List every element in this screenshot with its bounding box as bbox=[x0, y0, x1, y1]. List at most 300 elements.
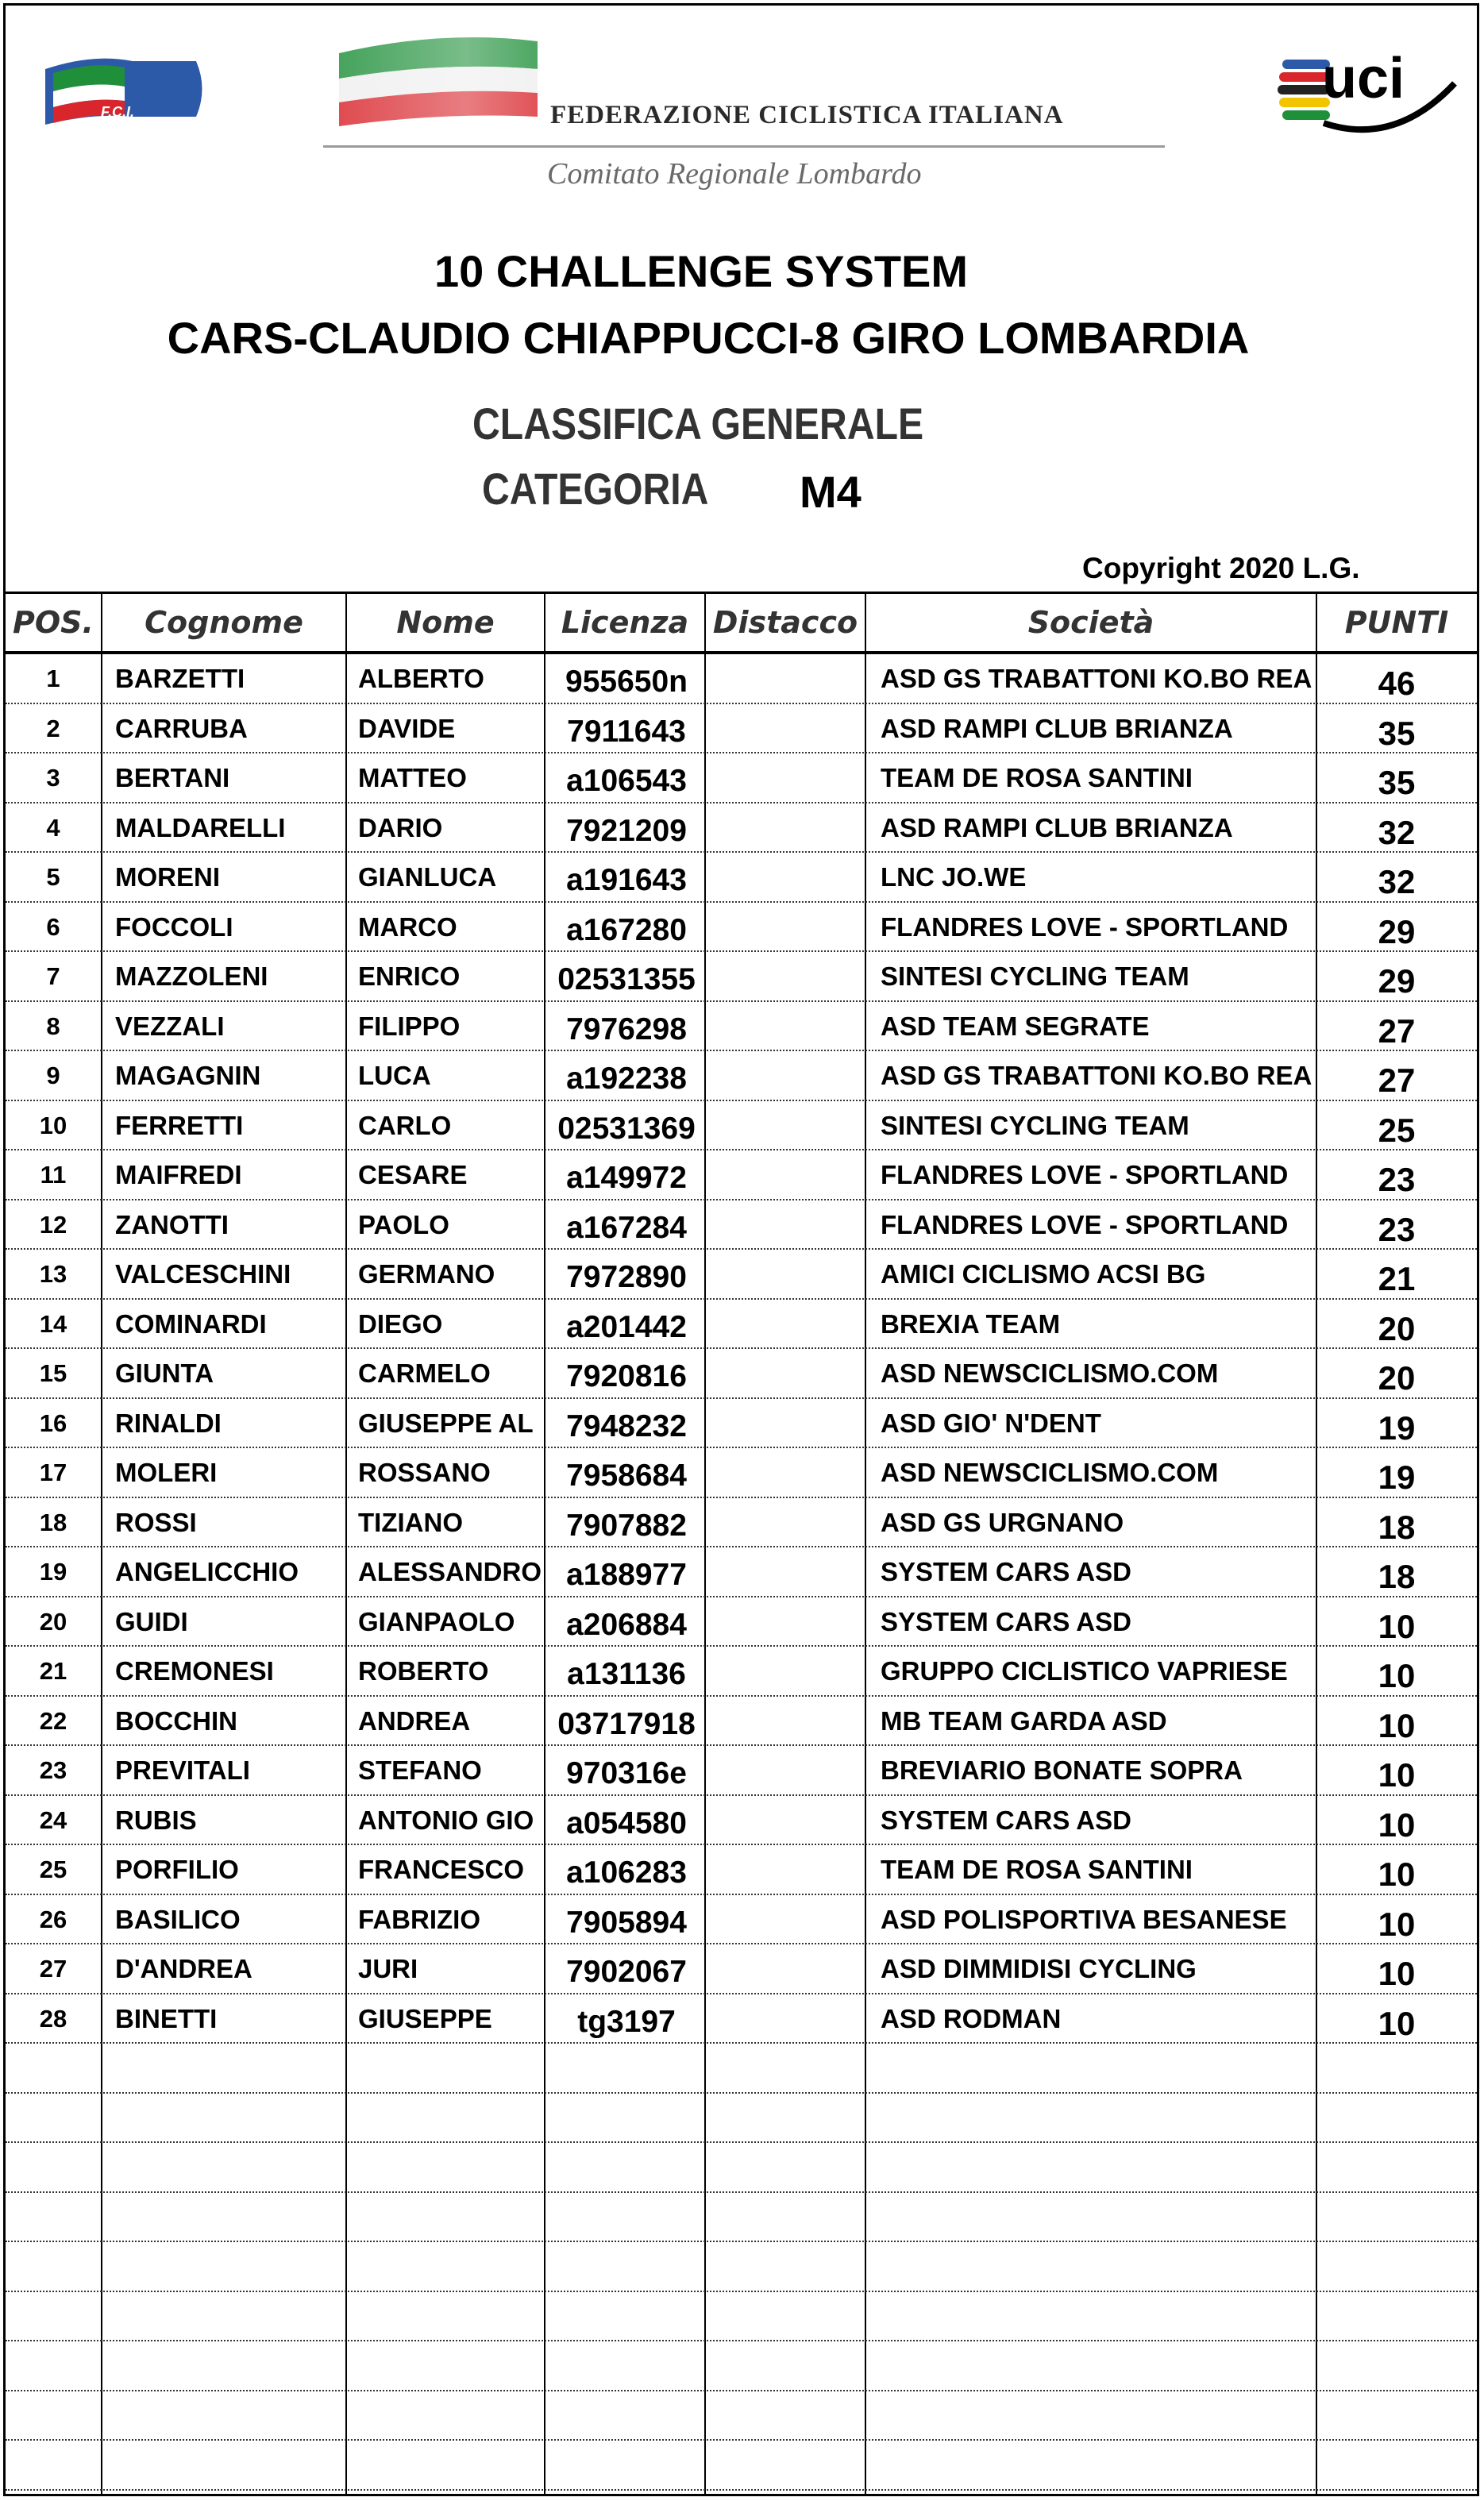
points-cell: 10 bbox=[1378, 1706, 1416, 1744]
points-cell: 35 bbox=[1378, 764, 1416, 802]
surname-cell: ZANOTTI bbox=[115, 1209, 229, 1239]
license-cell: 02531355 bbox=[557, 962, 696, 997]
first-name-cell: JURI bbox=[358, 1954, 418, 1984]
points-cell: 19 bbox=[1378, 1408, 1416, 1447]
first-name-cell: ALESSANDRO bbox=[358, 1557, 542, 1587]
gap-cell bbox=[712, 853, 859, 903]
gap-cell bbox=[712, 2292, 859, 2342]
team-cell: ASD GS TRABATTONI KO.BO REA bbox=[881, 664, 1312, 694]
first-name-cell bbox=[358, 2441, 549, 2491]
table-row bbox=[6, 1994, 1477, 2044]
points-cell: 35 bbox=[1378, 714, 1416, 752]
table-row bbox=[6, 1200, 1477, 1250]
position-cell: 10 bbox=[39, 1111, 67, 1139]
surname-cell: CREMONESI bbox=[115, 1656, 274, 1686]
gap-cell bbox=[712, 1547, 859, 1597]
first-name-cell bbox=[358, 2143, 549, 2193]
team-cell: BREVIARIO BONATE SOPRA bbox=[881, 1755, 1243, 1786]
points-cell: 32 bbox=[1378, 813, 1416, 851]
license-cell: a149972 bbox=[566, 1161, 687, 1196]
first-name-cell: FRANCESCO bbox=[358, 1855, 525, 1885]
svg-text:F.C.I.: F.C.I. bbox=[101, 104, 135, 120]
gap-cell bbox=[712, 1597, 859, 1647]
points-cell: 23 bbox=[1378, 1210, 1416, 1248]
first-name-cell bbox=[358, 2044, 549, 2094]
license-cell: a191643 bbox=[566, 863, 687, 898]
points-cell: 10 bbox=[1378, 1657, 1416, 1695]
gap-cell bbox=[712, 1796, 859, 1846]
points-cell: 29 bbox=[1378, 912, 1416, 950]
table-row bbox=[6, 1697, 1477, 1747]
license-cell: 7948232 bbox=[566, 1408, 687, 1443]
gap-cell bbox=[712, 1498, 859, 1548]
gap-cell bbox=[712, 654, 859, 704]
points-cell: 10 bbox=[1378, 1905, 1416, 1943]
surname-cell: BARZETTI bbox=[115, 664, 245, 694]
license-cell: a106283 bbox=[566, 1856, 687, 1890]
surname-cell: BASILICO bbox=[115, 1904, 241, 1934]
position-cell: 25 bbox=[39, 1856, 67, 1884]
points-cell bbox=[1317, 2094, 1476, 2144]
points-cell: 10 bbox=[1378, 1856, 1416, 1894]
license-cell: a188977 bbox=[566, 1558, 687, 1593]
license-cell: a131136 bbox=[567, 1657, 686, 1692]
regional-committee: Comitato Regionale Lombardo bbox=[547, 157, 922, 191]
table-row bbox=[6, 2441, 1477, 2491]
points-cell: 18 bbox=[1378, 1558, 1416, 1596]
gap-cell bbox=[712, 1002, 859, 1052]
position-cell: 21 bbox=[39, 1657, 67, 1686]
gap-cell bbox=[712, 903, 859, 953]
header-distacco: Distacco bbox=[712, 605, 858, 640]
header-divider bbox=[323, 145, 1165, 148]
surname-cell bbox=[115, 2044, 345, 2094]
table-row bbox=[6, 1349, 1477, 1399]
position-cell bbox=[6, 2341, 101, 2391]
gap-cell bbox=[712, 1101, 859, 1151]
license-cell bbox=[550, 2242, 703, 2292]
federation-name: FEDERAZIONE CICLISTICA ITALIANA bbox=[550, 101, 1064, 129]
license-cell: a054580 bbox=[566, 1805, 687, 1840]
federation-flag-logo bbox=[323, 29, 561, 141]
first-name-cell bbox=[358, 2193, 549, 2243]
surname-cell bbox=[115, 2193, 345, 2243]
event-title: 10 CHALLENGE SYSTEM bbox=[434, 246, 969, 296]
table-row bbox=[6, 2292, 1477, 2342]
gap-cell bbox=[712, 1895, 859, 1945]
team-cell bbox=[881, 2242, 1325, 2292]
team-cell: ASD NEWSCICLISMO.COM bbox=[881, 1358, 1219, 1389]
first-name-cell: FILIPPO bbox=[358, 1011, 461, 1041]
position-cell bbox=[6, 2094, 101, 2144]
header-punti: PUNTI bbox=[1344, 605, 1449, 640]
points-cell: 10 bbox=[1378, 2004, 1416, 2042]
table-row bbox=[6, 1448, 1477, 1498]
table-row bbox=[6, 1300, 1477, 1350]
position-cell: 14 bbox=[39, 1309, 67, 1338]
first-name-cell bbox=[358, 2292, 549, 2342]
first-name-cell: GIUSEPPE bbox=[358, 2003, 492, 2033]
gap-cell bbox=[712, 1746, 859, 1796]
table-row bbox=[6, 654, 1477, 704]
surname-cell bbox=[115, 2242, 345, 2292]
points-cell: 10 bbox=[1378, 1805, 1416, 1844]
gap-cell bbox=[712, 1944, 859, 1994]
first-name-cell: ROBERTO bbox=[358, 1656, 489, 1686]
position-cell: 27 bbox=[39, 1955, 67, 1983]
header-societa: Società bbox=[1027, 605, 1154, 640]
table-row bbox=[6, 803, 1477, 854]
table-row bbox=[6, 2143, 1477, 2193]
first-name-cell: PAOLO bbox=[358, 1209, 449, 1239]
table-row bbox=[6, 1399, 1477, 1449]
table-row bbox=[6, 2391, 1477, 2441]
surname-cell: PORFILIO bbox=[115, 1855, 239, 1885]
points-cell: 46 bbox=[1378, 665, 1416, 703]
license-cell bbox=[550, 2341, 703, 2391]
team-cell: FLANDRES LOVE - SPORTLAND bbox=[881, 911, 1289, 942]
license-cell: 7920816 bbox=[566, 1359, 687, 1394]
position-cell: 9 bbox=[46, 1062, 60, 1090]
position-cell: 17 bbox=[39, 1459, 67, 1487]
points-cell: 27 bbox=[1378, 1012, 1416, 1050]
license-cell: 7972890 bbox=[566, 1260, 687, 1295]
team-cell: ASD GS URGNANO bbox=[881, 1507, 1124, 1537]
points-cell bbox=[1317, 2193, 1476, 2243]
team-cell bbox=[881, 2292, 1325, 2342]
table-row bbox=[6, 1547, 1477, 1597]
surname-cell: ANGELICCHIO bbox=[115, 1557, 299, 1587]
position-cell: 26 bbox=[39, 1905, 67, 1933]
table-row bbox=[6, 1051, 1477, 1101]
position-cell bbox=[6, 2193, 101, 2243]
license-cell: 7921209 bbox=[566, 813, 687, 848]
surname-cell: CARRUBA bbox=[115, 713, 248, 743]
table-row bbox=[6, 1845, 1477, 1895]
table-row bbox=[6, 2341, 1477, 2391]
team-cell: ASD GIO' N'DENT bbox=[881, 1408, 1101, 1438]
copyright-notice: Copyright 2020 L.G. bbox=[1082, 552, 1360, 584]
first-name-cell bbox=[358, 2094, 549, 2144]
points-cell: 10 bbox=[1378, 1955, 1416, 1993]
gap-cell bbox=[712, 2094, 859, 2144]
table-row bbox=[6, 704, 1477, 754]
surname-cell: BINETTI bbox=[115, 2003, 218, 2033]
team-cell: ASD RAMPI CLUB BRIANZA bbox=[881, 812, 1233, 842]
first-name-cell: CESARE bbox=[358, 1160, 468, 1190]
team-cell: AMICI CICLISMO ACSI BG bbox=[881, 1259, 1206, 1289]
first-name-cell: ROSSANO bbox=[358, 1458, 491, 1488]
license-cell: tg3197 bbox=[577, 2004, 676, 2039]
license-cell: 7902067 bbox=[566, 1955, 687, 1990]
category-value: M4 bbox=[800, 467, 861, 517]
position-cell: 18 bbox=[39, 1508, 67, 1536]
first-name-cell: ALBERTO bbox=[358, 664, 484, 694]
first-name-cell: DIEGO bbox=[358, 1308, 443, 1339]
team-cell bbox=[881, 2044, 1325, 2094]
first-name-cell: STEFANO bbox=[358, 1755, 482, 1786]
first-name-cell: ANTONIO GIO bbox=[358, 1805, 534, 1835]
first-name-cell bbox=[358, 2242, 549, 2292]
team-cell: TEAM DE ROSA SANTINI bbox=[881, 1855, 1193, 1885]
team-cell: ASD POLISPORTIVA BESANESE bbox=[881, 1904, 1287, 1934]
surname-cell: ROSSI bbox=[115, 1507, 197, 1537]
surname-cell: MOLERI bbox=[115, 1458, 218, 1488]
table-row bbox=[6, 1597, 1477, 1647]
first-name-cell: CARLO bbox=[358, 1110, 452, 1140]
table-row bbox=[6, 952, 1477, 1002]
surname-cell: FOCCOLI bbox=[115, 911, 233, 942]
gap-cell bbox=[712, 2242, 859, 2292]
license-cell: 03717918 bbox=[557, 1706, 696, 1741]
points-cell: 21 bbox=[1378, 1260, 1416, 1298]
position-cell: 5 bbox=[46, 863, 60, 892]
position-cell bbox=[6, 2242, 101, 2292]
team-cell: ASD GS TRABATTONI KO.BO REA bbox=[881, 1061, 1312, 1091]
team-cell: FLANDRES LOVE - SPORTLAND bbox=[881, 1160, 1289, 1190]
team-cell: SYSTEM CARS ASD bbox=[881, 1606, 1131, 1636]
points-cell: 32 bbox=[1378, 863, 1416, 901]
position-cell: 6 bbox=[46, 912, 60, 941]
uci-logo bbox=[1276, 36, 1471, 143]
team-cell bbox=[881, 2193, 1325, 2243]
header-cognome: Cognome bbox=[145, 605, 303, 640]
team-cell: ASD RAMPI CLUB BRIANZA bbox=[881, 713, 1233, 743]
license-cell: 955650n bbox=[565, 665, 688, 699]
license-cell bbox=[550, 2094, 703, 2144]
position-cell: 3 bbox=[46, 764, 60, 792]
table-row bbox=[6, 2044, 1477, 2094]
team-cell: ASD RODMAN bbox=[881, 2003, 1062, 2033]
svg-text:uci: uci bbox=[1322, 47, 1405, 110]
category-label: CATEGORIA bbox=[482, 464, 709, 514]
surname-cell: MAZZOLENI bbox=[115, 961, 268, 992]
results-sheet bbox=[3, 3, 1479, 2496]
team-cell: LNC JO.WE bbox=[881, 862, 1027, 892]
table-row bbox=[6, 1250, 1477, 1300]
surname-cell: RUBIS bbox=[115, 1805, 197, 1835]
license-cell: 7958684 bbox=[566, 1459, 687, 1493]
position-cell bbox=[6, 2143, 101, 2193]
first-name-cell: GIUSEPPE AL bbox=[358, 1408, 534, 1438]
surname-cell: VALCESCHINI bbox=[115, 1259, 291, 1289]
first-name-cell: ENRICO bbox=[358, 961, 461, 992]
table-row bbox=[6, 1498, 1477, 1548]
team-cell bbox=[881, 2341, 1325, 2391]
first-name-cell: GIANPAOLO bbox=[358, 1606, 515, 1636]
surname-cell: MAGAGNIN bbox=[115, 1061, 261, 1091]
surname-cell: MORENI bbox=[115, 862, 220, 892]
surname-cell: BOCCHIN bbox=[115, 1705, 237, 1736]
first-name-cell: DAVIDE bbox=[358, 713, 456, 743]
surname-cell: RINALDI bbox=[115, 1408, 222, 1438]
surname-cell bbox=[115, 2292, 345, 2342]
points-cell: 18 bbox=[1378, 1508, 1416, 1546]
table-row bbox=[6, 2193, 1477, 2243]
license-cell bbox=[550, 2143, 703, 2193]
gap-cell bbox=[712, 1150, 859, 1200]
gap-cell bbox=[712, 1250, 859, 1300]
team-cell: SYSTEM CARS ASD bbox=[881, 1805, 1131, 1835]
position-cell: 2 bbox=[46, 714, 60, 742]
header-licenza: Licenza bbox=[561, 605, 689, 640]
points-cell bbox=[1317, 2341, 1476, 2391]
team-cell: BREXIA TEAM bbox=[881, 1308, 1061, 1339]
position-cell bbox=[6, 2391, 101, 2441]
points-cell bbox=[1317, 2044, 1476, 2094]
team-cell: ASD NEWSCICLISMO.COM bbox=[881, 1458, 1219, 1488]
table-row bbox=[6, 753, 1477, 803]
position-cell: 22 bbox=[39, 1706, 67, 1735]
position-cell: 19 bbox=[39, 1558, 67, 1586]
position-cell: 28 bbox=[39, 2004, 67, 2033]
gap-cell bbox=[712, 2143, 859, 2193]
position-cell: 23 bbox=[39, 1756, 67, 1785]
surname-cell bbox=[115, 2391, 345, 2441]
position-cell: 15 bbox=[39, 1359, 67, 1388]
team-cell: ASD DIMMIDISI CYCLING bbox=[881, 1954, 1197, 1984]
team-cell: SYSTEM CARS ASD bbox=[881, 1557, 1131, 1587]
license-cell: 02531369 bbox=[557, 1111, 696, 1146]
team-cell: GRUPPO CICLISTICO VAPRIESE bbox=[881, 1656, 1288, 1686]
first-name-cell: MARCO bbox=[358, 911, 457, 942]
license-cell: a201442 bbox=[566, 1309, 687, 1344]
license-cell: 7911643 bbox=[567, 714, 686, 749]
gap-cell bbox=[712, 1051, 859, 1101]
points-cell: 20 bbox=[1378, 1359, 1416, 1397]
team-cell: MB TEAM GARDA ASD bbox=[881, 1705, 1167, 1736]
surname-cell: VEZZALI bbox=[115, 1011, 225, 1041]
license-cell: a206884 bbox=[566, 1607, 687, 1642]
surname-cell: BERTANI bbox=[115, 763, 230, 793]
first-name-cell: LUCA bbox=[358, 1061, 431, 1091]
table-row bbox=[6, 903, 1477, 953]
license-cell bbox=[550, 2193, 703, 2243]
position-cell: 16 bbox=[39, 1408, 67, 1437]
license-cell bbox=[550, 2441, 703, 2491]
first-name-cell: ANDREA bbox=[358, 1705, 471, 1736]
position-cell bbox=[6, 2044, 101, 2094]
team-cell: SINTESI CYCLING TEAM bbox=[881, 961, 1189, 992]
license-cell: 970316e bbox=[566, 1756, 687, 1791]
header-pos: POS. bbox=[13, 605, 94, 640]
surname-cell: PREVITALI bbox=[115, 1755, 250, 1786]
surname-cell bbox=[115, 2094, 345, 2144]
surname-cell: GUIDI bbox=[115, 1606, 188, 1636]
points-cell bbox=[1317, 2143, 1476, 2193]
gap-cell bbox=[712, 2193, 859, 2243]
position-cell: 4 bbox=[46, 813, 60, 842]
first-name-cell: DARIO bbox=[358, 812, 443, 842]
table-row bbox=[6, 1150, 1477, 1200]
table-row bbox=[6, 1101, 1477, 1151]
table-row bbox=[6, 853, 1477, 903]
license-cell: a192238 bbox=[566, 1062, 687, 1096]
surname-cell: GIUNTA bbox=[115, 1358, 214, 1389]
points-cell: 27 bbox=[1378, 1062, 1416, 1100]
fci-logo bbox=[37, 37, 212, 141]
gap-cell bbox=[712, 1448, 859, 1498]
gap-cell bbox=[712, 1200, 859, 1250]
gap-cell bbox=[712, 753, 859, 803]
gap-cell bbox=[712, 1399, 859, 1449]
points-cell: 29 bbox=[1378, 962, 1416, 1000]
first-name-cell: MATTEO bbox=[358, 763, 467, 793]
first-name-cell: CARMELO bbox=[358, 1358, 491, 1389]
gap-cell bbox=[712, 704, 859, 754]
position-cell: 7 bbox=[46, 962, 60, 991]
event-subtitle: CARS-CLAUDIO CHIAPPUCCI-8 GIRO LOMBARDIA bbox=[167, 313, 1250, 363]
team-cell bbox=[881, 2441, 1325, 2491]
points-cell: 20 bbox=[1378, 1309, 1416, 1347]
points-cell bbox=[1317, 2391, 1476, 2441]
table-row bbox=[6, 1746, 1477, 1796]
table-row bbox=[6, 2242, 1477, 2292]
table-row bbox=[6, 1796, 1477, 1846]
surname-cell: MAIFREDI bbox=[115, 1160, 242, 1190]
position-cell: 20 bbox=[39, 1607, 67, 1636]
team-cell bbox=[881, 2391, 1325, 2441]
table-row bbox=[6, 1895, 1477, 1945]
gap-cell bbox=[712, 1994, 859, 2044]
license-cell: 7907882 bbox=[566, 1508, 687, 1543]
gap-cell bbox=[712, 1697, 859, 1747]
first-name-cell: GIANLUCA bbox=[358, 862, 497, 892]
gap-cell bbox=[712, 2341, 859, 2391]
first-name-cell bbox=[358, 2391, 549, 2441]
license-cell: 7976298 bbox=[566, 1012, 687, 1046]
gap-cell bbox=[712, 803, 859, 854]
gap-cell bbox=[712, 1845, 859, 1895]
surname-cell: FERRETTI bbox=[115, 1110, 244, 1140]
license-cell bbox=[550, 2391, 703, 2441]
points-cell bbox=[1317, 2242, 1476, 2292]
points-cell bbox=[1317, 2292, 1476, 2342]
surname-cell: MALDARELLI bbox=[115, 812, 286, 842]
first-name-cell bbox=[358, 2341, 549, 2391]
classification-title: CLASSIFICA GENERALE bbox=[472, 399, 924, 449]
license-cell bbox=[550, 2292, 703, 2342]
points-cell: 25 bbox=[1378, 1111, 1416, 1149]
license-cell: a167284 bbox=[566, 1210, 687, 1245]
first-name-cell: GERMANO bbox=[358, 1259, 495, 1289]
position-cell bbox=[6, 2441, 101, 2491]
position-cell: 11 bbox=[40, 1161, 67, 1189]
table-row bbox=[6, 1002, 1477, 1052]
gap-cell bbox=[712, 2044, 859, 2094]
gap-cell bbox=[712, 2391, 859, 2441]
position-cell: 12 bbox=[39, 1210, 67, 1239]
table-row bbox=[6, 1647, 1477, 1697]
points-cell: 10 bbox=[1378, 1607, 1416, 1645]
surname-cell bbox=[115, 2341, 345, 2391]
position-cell: 24 bbox=[39, 1805, 67, 1834]
surname-cell: D'ANDREA bbox=[115, 1954, 252, 1984]
points-cell bbox=[1317, 2441, 1476, 2491]
table-row bbox=[6, 1944, 1477, 1994]
position-cell: 13 bbox=[39, 1260, 67, 1289]
table-row bbox=[6, 2094, 1477, 2144]
team-cell: FLANDRES LOVE - SPORTLAND bbox=[881, 1209, 1289, 1239]
gap-cell bbox=[712, 2441, 859, 2491]
gap-cell bbox=[712, 1647, 859, 1697]
position-cell: 1 bbox=[46, 665, 60, 693]
license-cell: 7905894 bbox=[566, 1905, 687, 1940]
first-name-cell: TIZIANO bbox=[358, 1507, 463, 1537]
position-cell bbox=[6, 2292, 101, 2342]
license-cell: a167280 bbox=[566, 912, 687, 947]
points-cell: 10 bbox=[1378, 1756, 1416, 1794]
